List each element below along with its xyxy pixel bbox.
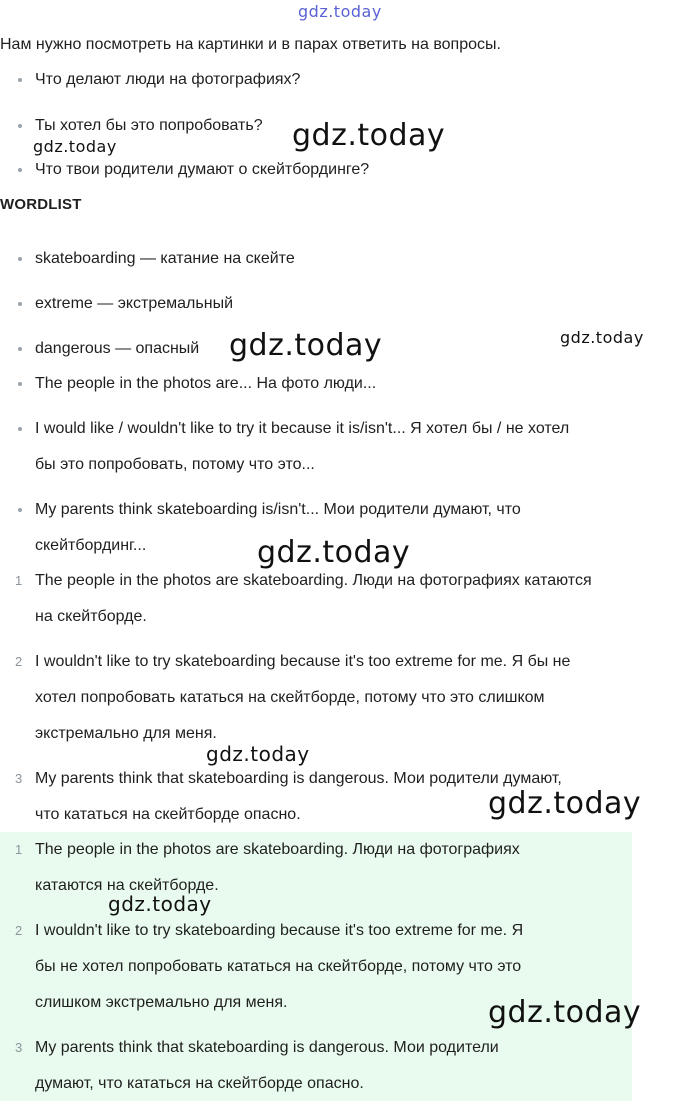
watermark: gdz.today xyxy=(33,137,117,156)
answer-line: хотел попробовать кататься на скейтборде, потому что это слишком xyxy=(35,689,545,706)
wordlist-item: extreme — экстремальный xyxy=(35,293,233,315)
answer-line: My parents think that skateboarding is dangerous. Мои родители думают, xyxy=(35,770,562,787)
answer-line: I wouldn't like to try skateboarding because it's too extreme for me. Я бы не xyxy=(35,653,571,670)
watermark: gdz.today xyxy=(560,328,644,347)
watermark: gdz.today xyxy=(108,892,212,916)
answer-number: 1 xyxy=(15,573,23,588)
watermark-top: gdz.today xyxy=(298,2,382,21)
highlighted-answer-line: бы не хотел попробовать кататься на скейтборде, потому что это xyxy=(35,958,522,975)
wordlist-item: My parents think skateboarding is/isn't... Мои родители думают, что xyxy=(35,499,521,521)
wordlist-item-continuation: бы это попробовать, потому что это... xyxy=(35,456,315,473)
watermark: gdz.today xyxy=(257,535,411,570)
question-item: Что твои родители думают о скейтбординге? xyxy=(35,159,369,181)
highlighted-answer-number: 2 xyxy=(15,923,23,938)
wordlist-item: I would like / wouldn't like to try it because it is/isn't... Я хотел бы / не хотел xyxy=(35,418,569,440)
highlighted-answer-line: слишком экстремально для меня. xyxy=(35,994,288,1011)
watermark: gdz.today xyxy=(229,328,383,363)
wordlist-item: dangerous — опасный xyxy=(35,338,199,360)
intro-text: Нам нужно посмотреть на картинки и в парах ответить на вопросы. xyxy=(0,36,501,53)
wordlist-item: skateboarding — катание на скейте xyxy=(35,248,295,270)
highlighted-answer-line: думают, что кататься на скейтборде опасно. xyxy=(35,1075,364,1092)
highlighted-answer-line: I wouldn't like to try skateboarding because it's too extreme for me. Я xyxy=(35,922,524,939)
answer-line: The people in the photos are skateboarding. Люди на фотографиях катаются xyxy=(35,572,592,589)
highlighted-answer-line: катаются на скейтборде. xyxy=(35,877,219,894)
answer-line: экстремально для меня. xyxy=(35,725,217,742)
wordlist-heading: WORDLIST xyxy=(0,196,82,213)
answer-line: что кататься на скейтборде опасно. xyxy=(35,806,301,823)
answer-line: на скейтборде. xyxy=(35,608,147,625)
wordlist-item: The people in the photos are... На фото люди... xyxy=(35,373,376,395)
watermark: gdz.today xyxy=(488,786,642,821)
answer-number: 3 xyxy=(15,771,23,786)
watermark: gdz.today xyxy=(206,742,310,766)
highlighted-answer-line: My parents think that skateboarding is dangerous. Мои родители xyxy=(35,1039,499,1056)
wordlist-item-continuation: скейтбординг... xyxy=(35,537,147,554)
answer-number: 2 xyxy=(15,654,23,669)
question-item: Что делают люди на фотографиях? xyxy=(35,69,300,91)
highlighted-answer-line: The people in the photos are skateboarding. Люди на фотографиях xyxy=(35,841,520,858)
highlighted-answer-number: 3 xyxy=(15,1040,23,1055)
highlighted-answer-number: 1 xyxy=(15,842,23,857)
watermark: gdz.today xyxy=(488,995,642,1030)
question-item: Ты хотел бы это попробовать? xyxy=(35,115,263,137)
watermark: gdz.today xyxy=(292,118,446,153)
